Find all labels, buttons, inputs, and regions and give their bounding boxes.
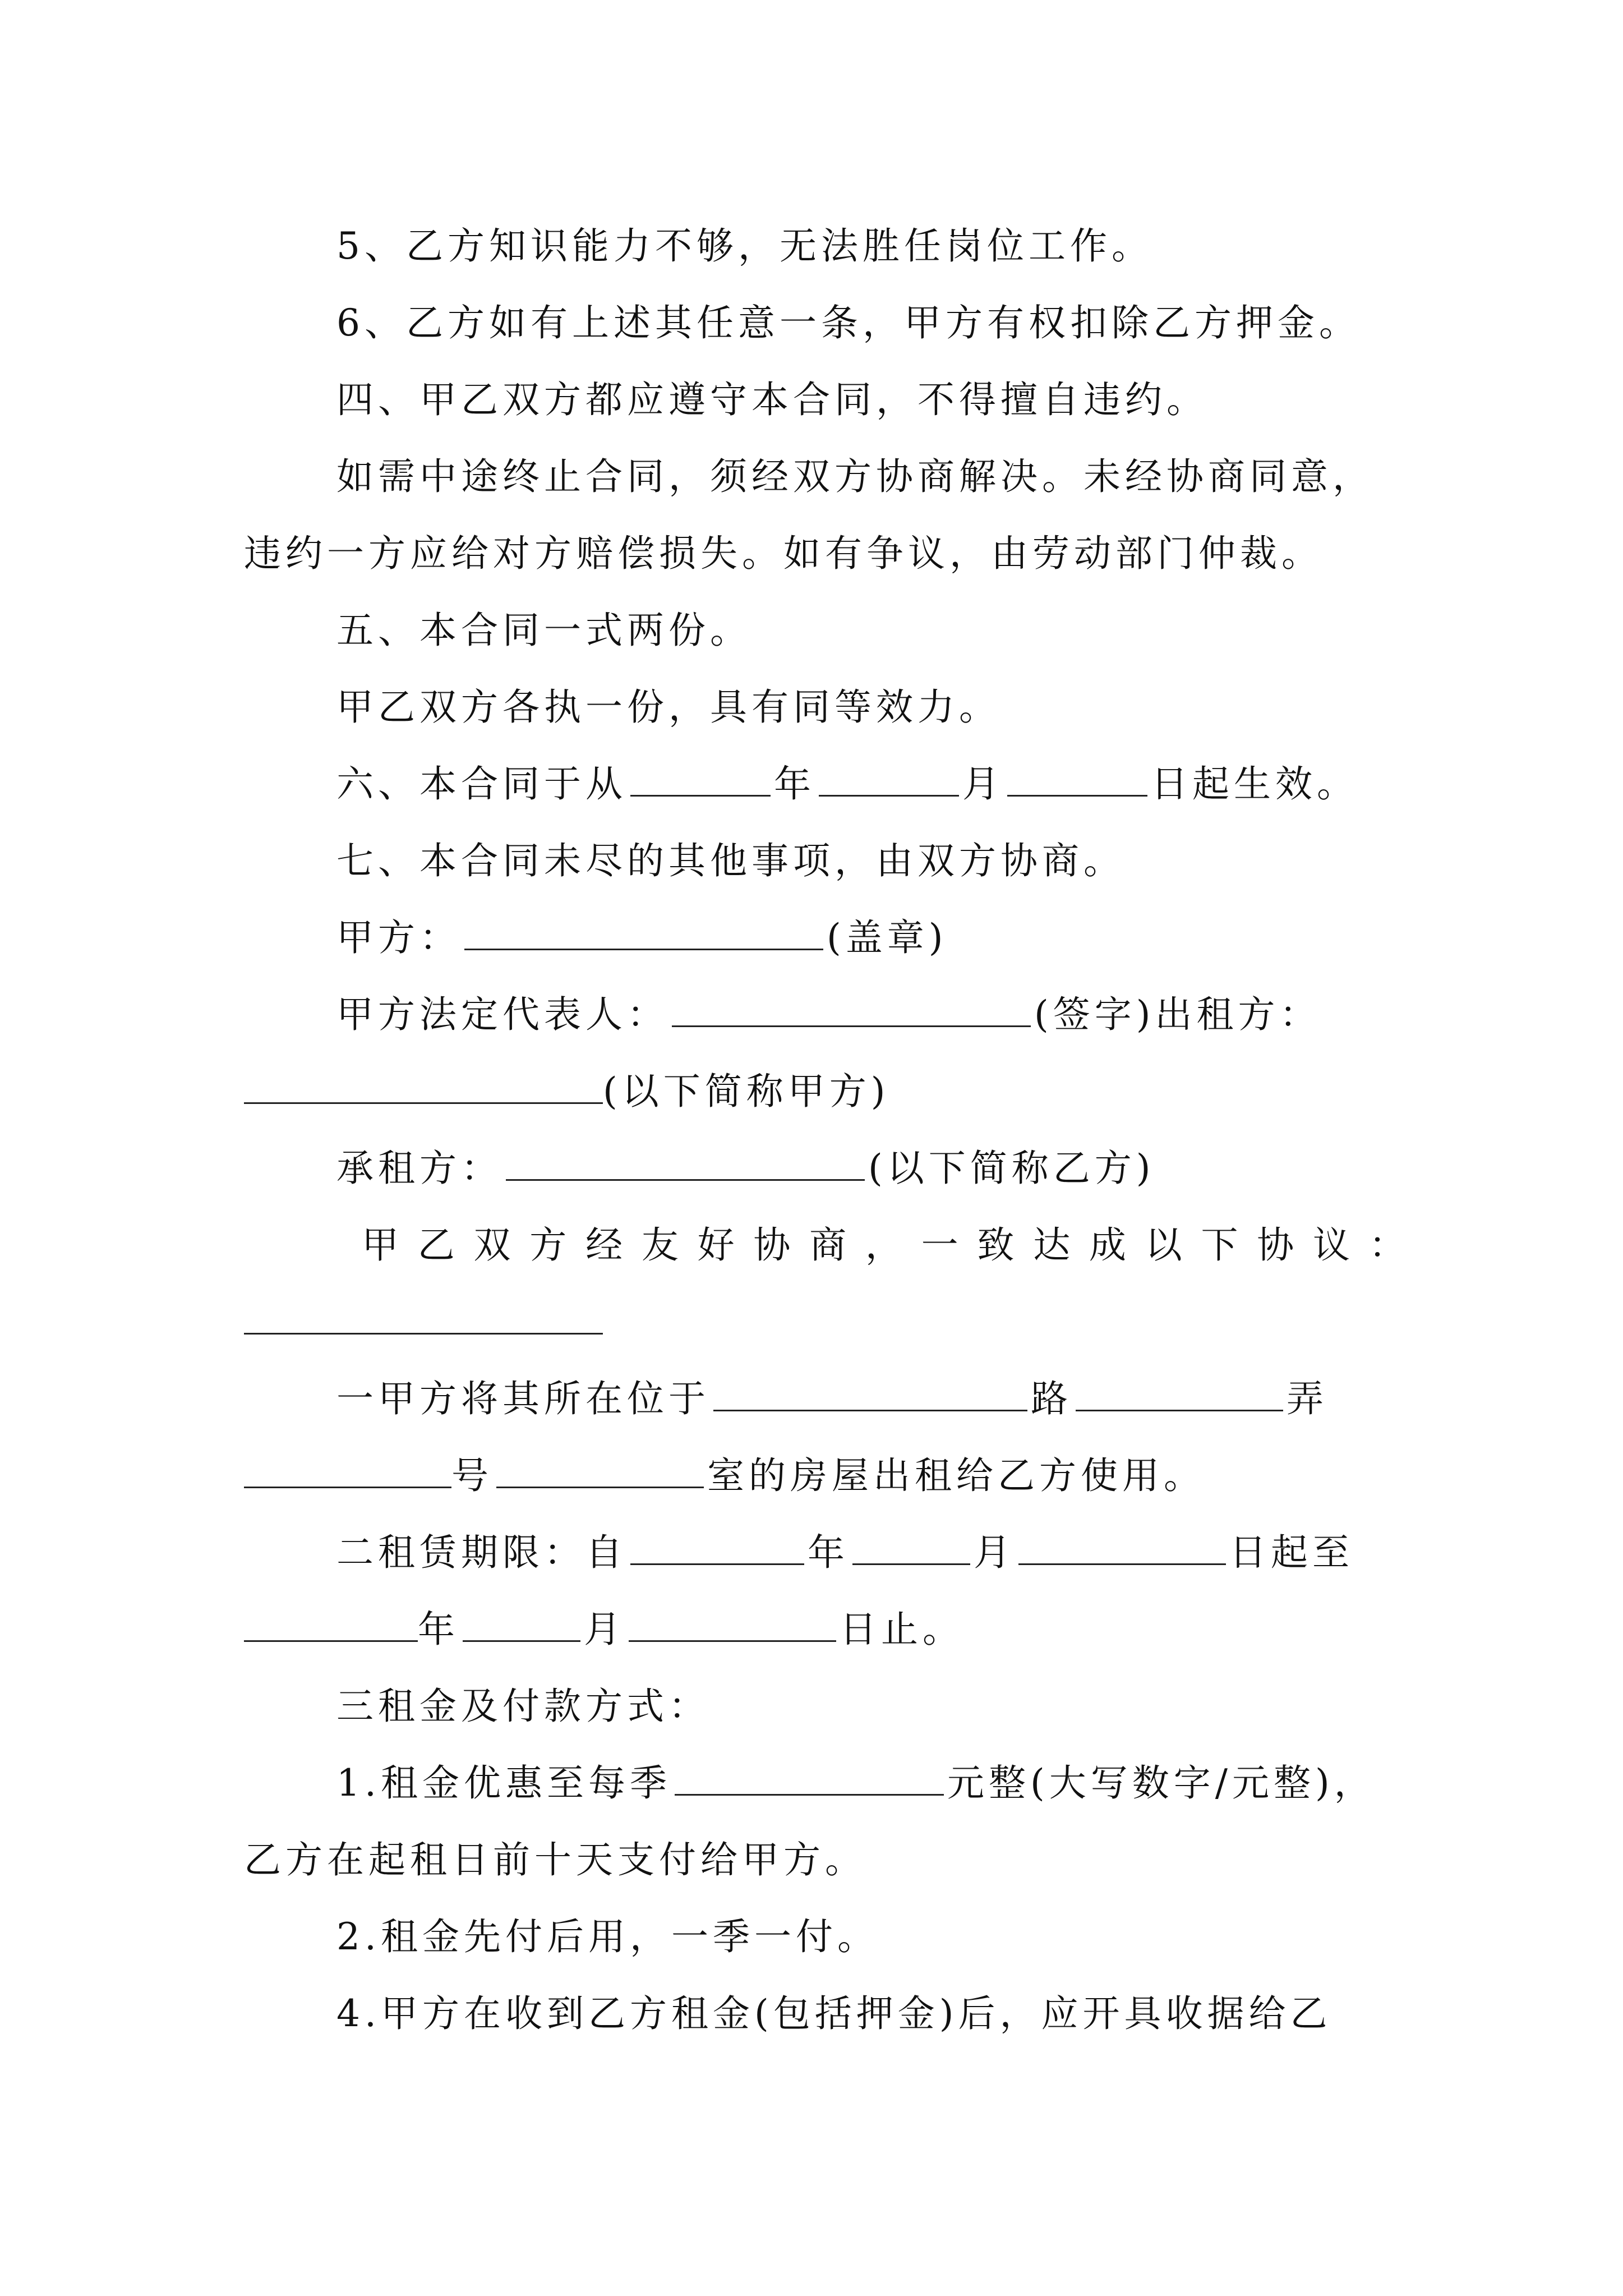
party-a-seal-line (244, 899, 1410, 976)
start-year-label: 年 (808, 1531, 849, 1574)
end-month-blank (463, 1601, 580, 1642)
section-4-paragraph-line-1 (244, 438, 1410, 515)
year-blank (630, 756, 771, 797)
intro-char: ： (1368, 1223, 1410, 1267)
intro-char: 方 (529, 1223, 571, 1267)
intro-char: 一 (921, 1223, 963, 1267)
lessor-blank (244, 1063, 603, 1104)
term-prefix: 二租赁期限：自 (336, 1531, 627, 1574)
rent-item-4 (244, 1975, 1410, 2052)
agreement-blank (244, 1294, 603, 1335)
signature-lessor-label: (签字)出租方： (1034, 993, 1321, 1036)
end-day-blank (629, 1601, 836, 1642)
intro-char: 下 (1201, 1223, 1243, 1267)
end-month-label: 月 (584, 1608, 625, 1651)
section-4-text: 四、甲乙双方都应遵守本合同，不得擅自违约。 (336, 378, 1208, 421)
clause-2-term-line-2 (244, 1591, 1410, 1668)
representative-label: 甲方法定代表人： (336, 993, 668, 1036)
rent-item-2 (244, 1898, 1410, 1975)
section-6-effective-date (244, 746, 1410, 822)
intro-char: 甲 (362, 1223, 403, 1267)
clause-6-text: 6、乙方如有上述其任意一条，甲方有权扣除乙方押金。 (336, 301, 1361, 344)
road-blank (713, 1370, 1027, 1411)
end-day-label: 日止。 (840, 1608, 964, 1651)
clause-1-location-line-2 (244, 1437, 1410, 1514)
month-label: 月 (962, 762, 1004, 806)
rent-item-1-line-1 (244, 1745, 1410, 1821)
intro-char: 好 (697, 1223, 739, 1267)
lane-label: 弄 (1287, 1377, 1328, 1420)
start-month-label: 月 (974, 1531, 1015, 1574)
clause-2-term-line-1 (244, 1514, 1410, 1591)
start-month-blank (852, 1524, 970, 1565)
intro-char: 协 (1257, 1223, 1299, 1267)
rent-suffix: 元整(大写数字/元整)， (947, 1761, 1376, 1805)
representative-blank (672, 986, 1031, 1027)
lessor-line (244, 1053, 1410, 1130)
intro-char: 议 (1313, 1223, 1355, 1267)
room-text: 室的房屋出租给乙方使用。 (707, 1454, 1205, 1497)
lessor-alias: (以下简称甲方) (603, 1070, 890, 1113)
road-label: 路 (1031, 1377, 1072, 1420)
section-5-heading (244, 592, 1410, 669)
rent-amount-blank (675, 1755, 944, 1796)
section-7-text: 七、本合同未尽的其他事项，由双方协商。 (336, 839, 1125, 882)
end-year-blank (244, 1601, 418, 1642)
lessee-label: 承租方： (336, 1147, 502, 1190)
clause-3-text: 三租金及付款方式： (336, 1685, 710, 1728)
intro-char: 达 (1033, 1223, 1075, 1267)
clause-6 (244, 284, 1410, 361)
intro-char: 双 (473, 1223, 515, 1267)
day-blank (1007, 756, 1147, 797)
paragraph-text: 甲乙双方各执一份，具有同等效力。 (336, 685, 1000, 729)
day-label: 日起生效。 (1151, 762, 1358, 806)
lane-blank (1076, 1370, 1283, 1411)
rent-item-1-line-2 (244, 1821, 1410, 1898)
year-label: 年 (774, 762, 815, 806)
intro-char: 商 (809, 1223, 851, 1267)
lessee-alias: (以下简称乙方) (868, 1147, 1155, 1190)
lessee-blank (506, 1140, 865, 1181)
section-4-heading (244, 361, 1410, 438)
intro-char: 致 (977, 1223, 1019, 1267)
intro-char: 友 (641, 1223, 683, 1267)
clause-1-location-line-1 (244, 1360, 1410, 1437)
agreement-intro-line (244, 1207, 1410, 1283)
month-blank (819, 756, 959, 797)
intro-char: 成 (1089, 1223, 1131, 1267)
lessee-line (244, 1130, 1410, 1207)
party-a-label: 甲方： (336, 916, 461, 959)
contract-body (244, 208, 1410, 2052)
start-year-blank (630, 1524, 804, 1565)
rent-item-2-text: 2.租金先付后用，一季一付。 (336, 1915, 879, 1958)
location-prefix: 一甲方将其所在位于 (336, 1377, 710, 1420)
rent-item-4-text: 4.甲方在收到乙方租金(包括押金)后，应开具收据给乙 (336, 1992, 1332, 2035)
intro-char: 协 (753, 1223, 795, 1267)
effective-date-prefix: 六、本合同于从 (336, 762, 627, 806)
section-7 (244, 822, 1410, 899)
party-a-representative-line (244, 976, 1410, 1053)
intro-char: 以 (1145, 1223, 1187, 1267)
rent-item-1-continuation: 乙方在起租日前十天支付给甲方。 (244, 1838, 866, 1881)
section-4-paragraph-line-2 (244, 515, 1410, 592)
section-5-text: 五、本合同一式两份。 (336, 609, 751, 652)
paragraph-text: 如需中途终止合同，须经双方协商解决。未经协商同意， (336, 455, 1374, 498)
end-year-label: 年 (418, 1608, 459, 1651)
paragraph-text: 违约一方应给对方赔偿损失。如有争议，由劳动部门仲裁。 (244, 532, 1323, 575)
rent-prefix: 1.租金优惠至每季 (336, 1761, 671, 1805)
clause-3-heading (244, 1668, 1410, 1745)
number-blank (244, 1447, 451, 1488)
party-a-blank (464, 909, 823, 950)
agreement-blank-line (244, 1283, 1410, 1360)
room-blank (496, 1447, 704, 1488)
clause-5-text: 5、乙方知识能力不够，无法胜任岗位工作。 (336, 224, 1153, 268)
start-day-label: 日起至 (1229, 1531, 1354, 1574)
intro-char: 经 (585, 1223, 628, 1267)
section-5-paragraph (244, 669, 1410, 746)
intro-char: 乙 (417, 1223, 459, 1267)
seal-label: (盖章) (827, 916, 948, 959)
clause-5 (244, 208, 1410, 284)
intro-char: ， (865, 1223, 907, 1267)
start-day-blank (1018, 1524, 1226, 1565)
number-label: 号 (451, 1454, 493, 1497)
